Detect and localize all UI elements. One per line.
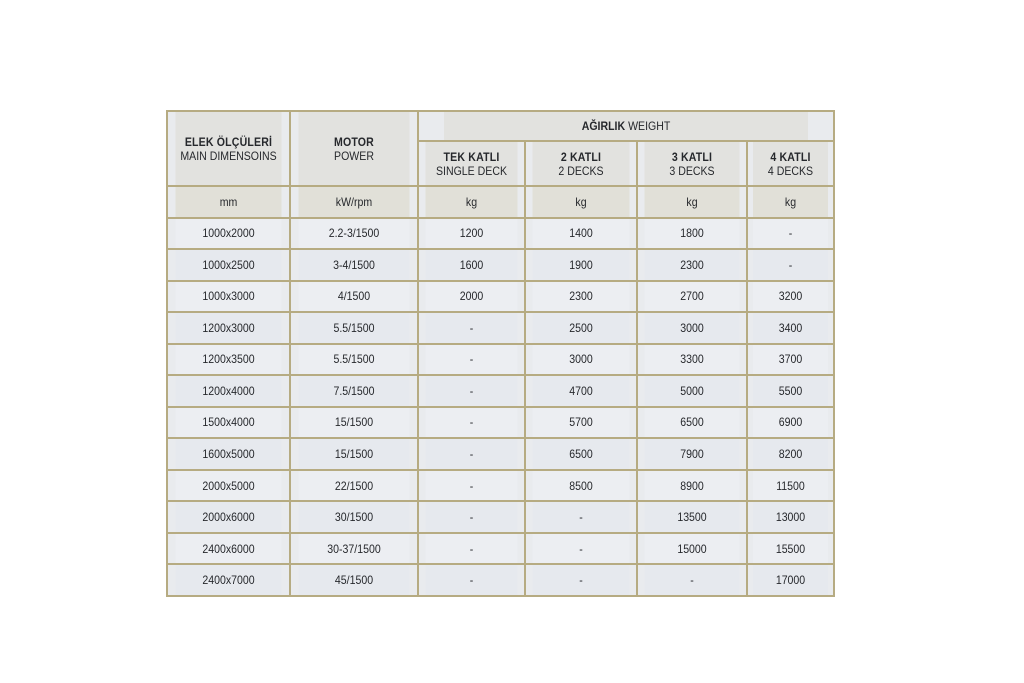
four-decks-cell: 3700 <box>752 344 829 376</box>
header-weight <box>443 111 809 141</box>
three-decks-cell: 3000 <box>644 312 741 344</box>
unit-cell: mm <box>174 186 282 218</box>
dimension-cell: 2000x5000 <box>174 470 282 502</box>
three-decks-cell: 2700 <box>644 281 741 313</box>
header-deck-1-en: SINGLE DECK <box>435 163 508 178</box>
single-deck-cell: 1600 <box>424 249 518 281</box>
dimension-cell: 2400x6000 <box>174 533 282 565</box>
two-decks-cell: 3000 <box>532 344 631 376</box>
single-deck-cell: - <box>424 564 518 596</box>
header-motor-tr: MOTOR <box>333 134 374 149</box>
table-row <box>167 470 834 502</box>
dimension-cell: 1200x3000 <box>174 312 282 344</box>
motor-cell: 30/1500 <box>298 501 411 533</box>
three-decks-cell: 13500 <box>644 501 741 533</box>
dimension-cell: 1200x3500 <box>174 344 282 376</box>
unit-cell: kg <box>752 186 829 218</box>
motor-cell: 7.5/1500 <box>298 375 411 407</box>
four-decks-cell: 15500 <box>752 533 829 565</box>
table-row <box>167 564 834 596</box>
table-row <box>167 281 834 313</box>
motor-cell: 22/1500 <box>298 470 411 502</box>
table-row <box>167 407 834 439</box>
three-decks-cell: 7900 <box>644 438 741 470</box>
two-decks-cell: 2300 <box>532 281 631 313</box>
table-row <box>167 375 834 407</box>
motor-cell: 4/1500 <box>298 281 411 313</box>
unit-cell: kW/rpm <box>298 186 411 218</box>
three-decks-cell: 15000 <box>644 533 741 565</box>
two-decks-cell: 1400 <box>532 218 631 250</box>
two-decks-cell: - <box>532 533 631 565</box>
spec-table <box>166 110 835 597</box>
four-decks-cell: 13000 <box>752 501 829 533</box>
single-deck-cell: - <box>424 312 518 344</box>
single-deck-cell: - <box>424 470 518 502</box>
four-decks-cell: - <box>752 218 829 250</box>
two-decks-cell: 1900 <box>532 249 631 281</box>
single-deck-cell: - <box>424 344 518 376</box>
dimension-cell: 2400x7000 <box>174 564 282 596</box>
single-deck-cell: - <box>424 438 518 470</box>
header-deck-3-en: 3 DECKS <box>669 163 715 178</box>
single-deck-cell: - <box>424 375 518 407</box>
table-row <box>167 312 834 344</box>
header-deck-1 <box>424 141 518 186</box>
unit-cell: kg <box>532 186 631 218</box>
units-row <box>167 186 834 218</box>
table-row <box>167 501 834 533</box>
table-row <box>167 249 834 281</box>
motor-cell: 30-37/1500 <box>298 533 411 565</box>
four-decks-cell: 3400 <box>752 312 829 344</box>
single-deck-cell: - <box>424 407 518 439</box>
two-decks-cell: 6500 <box>532 438 631 470</box>
three-decks-cell: 5000 <box>644 375 741 407</box>
unit-cell: kg <box>644 186 741 218</box>
dimension-cell: 1600x5000 <box>174 438 282 470</box>
motor-cell: 15/1500 <box>298 438 411 470</box>
table-row <box>167 438 834 470</box>
unit-cell: kg <box>424 186 518 218</box>
table-row <box>167 344 834 376</box>
header-dimensions <box>174 111 282 186</box>
table-row <box>167 218 834 250</box>
two-decks-cell: 8500 <box>532 470 631 502</box>
motor-cell: 15/1500 <box>298 407 411 439</box>
single-deck-cell: 2000 <box>424 281 518 313</box>
header-deck-2-en: 2 DECKS <box>558 163 604 178</box>
header-weight-en: WEIGHT <box>628 119 671 133</box>
spec-table-sheet <box>166 110 833 597</box>
header-deck-3-tr: 3 KATLI <box>671 149 713 164</box>
dimension-cell: 1000x3000 <box>174 281 282 313</box>
three-decks-cell: 3300 <box>644 344 741 376</box>
header-deck-4-tr: 4 KATLI <box>770 149 811 164</box>
dimension-cell: 2000x6000 <box>174 501 282 533</box>
single-deck-cell: 1200 <box>424 218 518 250</box>
header-dimensions-en: MAIN DIMENSOINS <box>180 148 277 163</box>
three-decks-cell: - <box>644 564 741 596</box>
three-decks-cell: 6500 <box>644 407 741 439</box>
four-decks-cell: 17000 <box>752 564 829 596</box>
dimension-cell: 1200x4000 <box>174 375 282 407</box>
header-deck-3 <box>644 141 741 186</box>
three-decks-cell: 1800 <box>644 218 741 250</box>
single-deck-cell: - <box>424 533 518 565</box>
motor-cell: 5.5/1500 <box>298 312 411 344</box>
header-weight-tr: AĞIRLIK <box>581 119 626 133</box>
motor-cell: 5.5/1500 <box>298 344 411 376</box>
four-decks-cell: 5500 <box>752 375 829 407</box>
two-decks-cell: 4700 <box>532 375 631 407</box>
motor-cell: 3-4/1500 <box>298 249 411 281</box>
four-decks-cell: 6900 <box>752 407 829 439</box>
motor-cell: 2.2-3/1500 <box>298 218 411 250</box>
four-decks-cell: 11500 <box>752 470 829 502</box>
two-decks-cell: 5700 <box>532 407 631 439</box>
header-motor <box>298 111 411 186</box>
three-decks-cell: 2300 <box>644 249 741 281</box>
single-deck-cell: - <box>424 501 518 533</box>
motor-cell: 45/1500 <box>298 564 411 596</box>
dimension-cell: 1500x4000 <box>174 407 282 439</box>
table-row <box>167 533 834 565</box>
dimension-cell: 1000x2500 <box>174 249 282 281</box>
four-decks-cell: 8200 <box>752 438 829 470</box>
header-deck-4-en: 4 DECKS <box>767 163 814 178</box>
header-motor-en: POWER <box>334 148 374 163</box>
two-decks-cell: 2500 <box>532 312 631 344</box>
header-deck-2-tr: 2 KATLI <box>560 149 602 164</box>
dimension-cell: 1000x2000 <box>174 218 282 250</box>
header-deck-4 <box>752 141 829 186</box>
four-decks-cell: 3200 <box>752 281 829 313</box>
header-deck-2 <box>532 141 631 186</box>
two-decks-cell: - <box>532 564 631 596</box>
four-decks-cell: - <box>752 249 829 281</box>
three-decks-cell: 8900 <box>644 470 741 502</box>
header-dimensions-tr: ELEK ÖLÇÜLERİ <box>184 134 273 149</box>
two-decks-cell: - <box>532 501 631 533</box>
header-deck-1-tr: TEK KATLI <box>443 149 500 164</box>
